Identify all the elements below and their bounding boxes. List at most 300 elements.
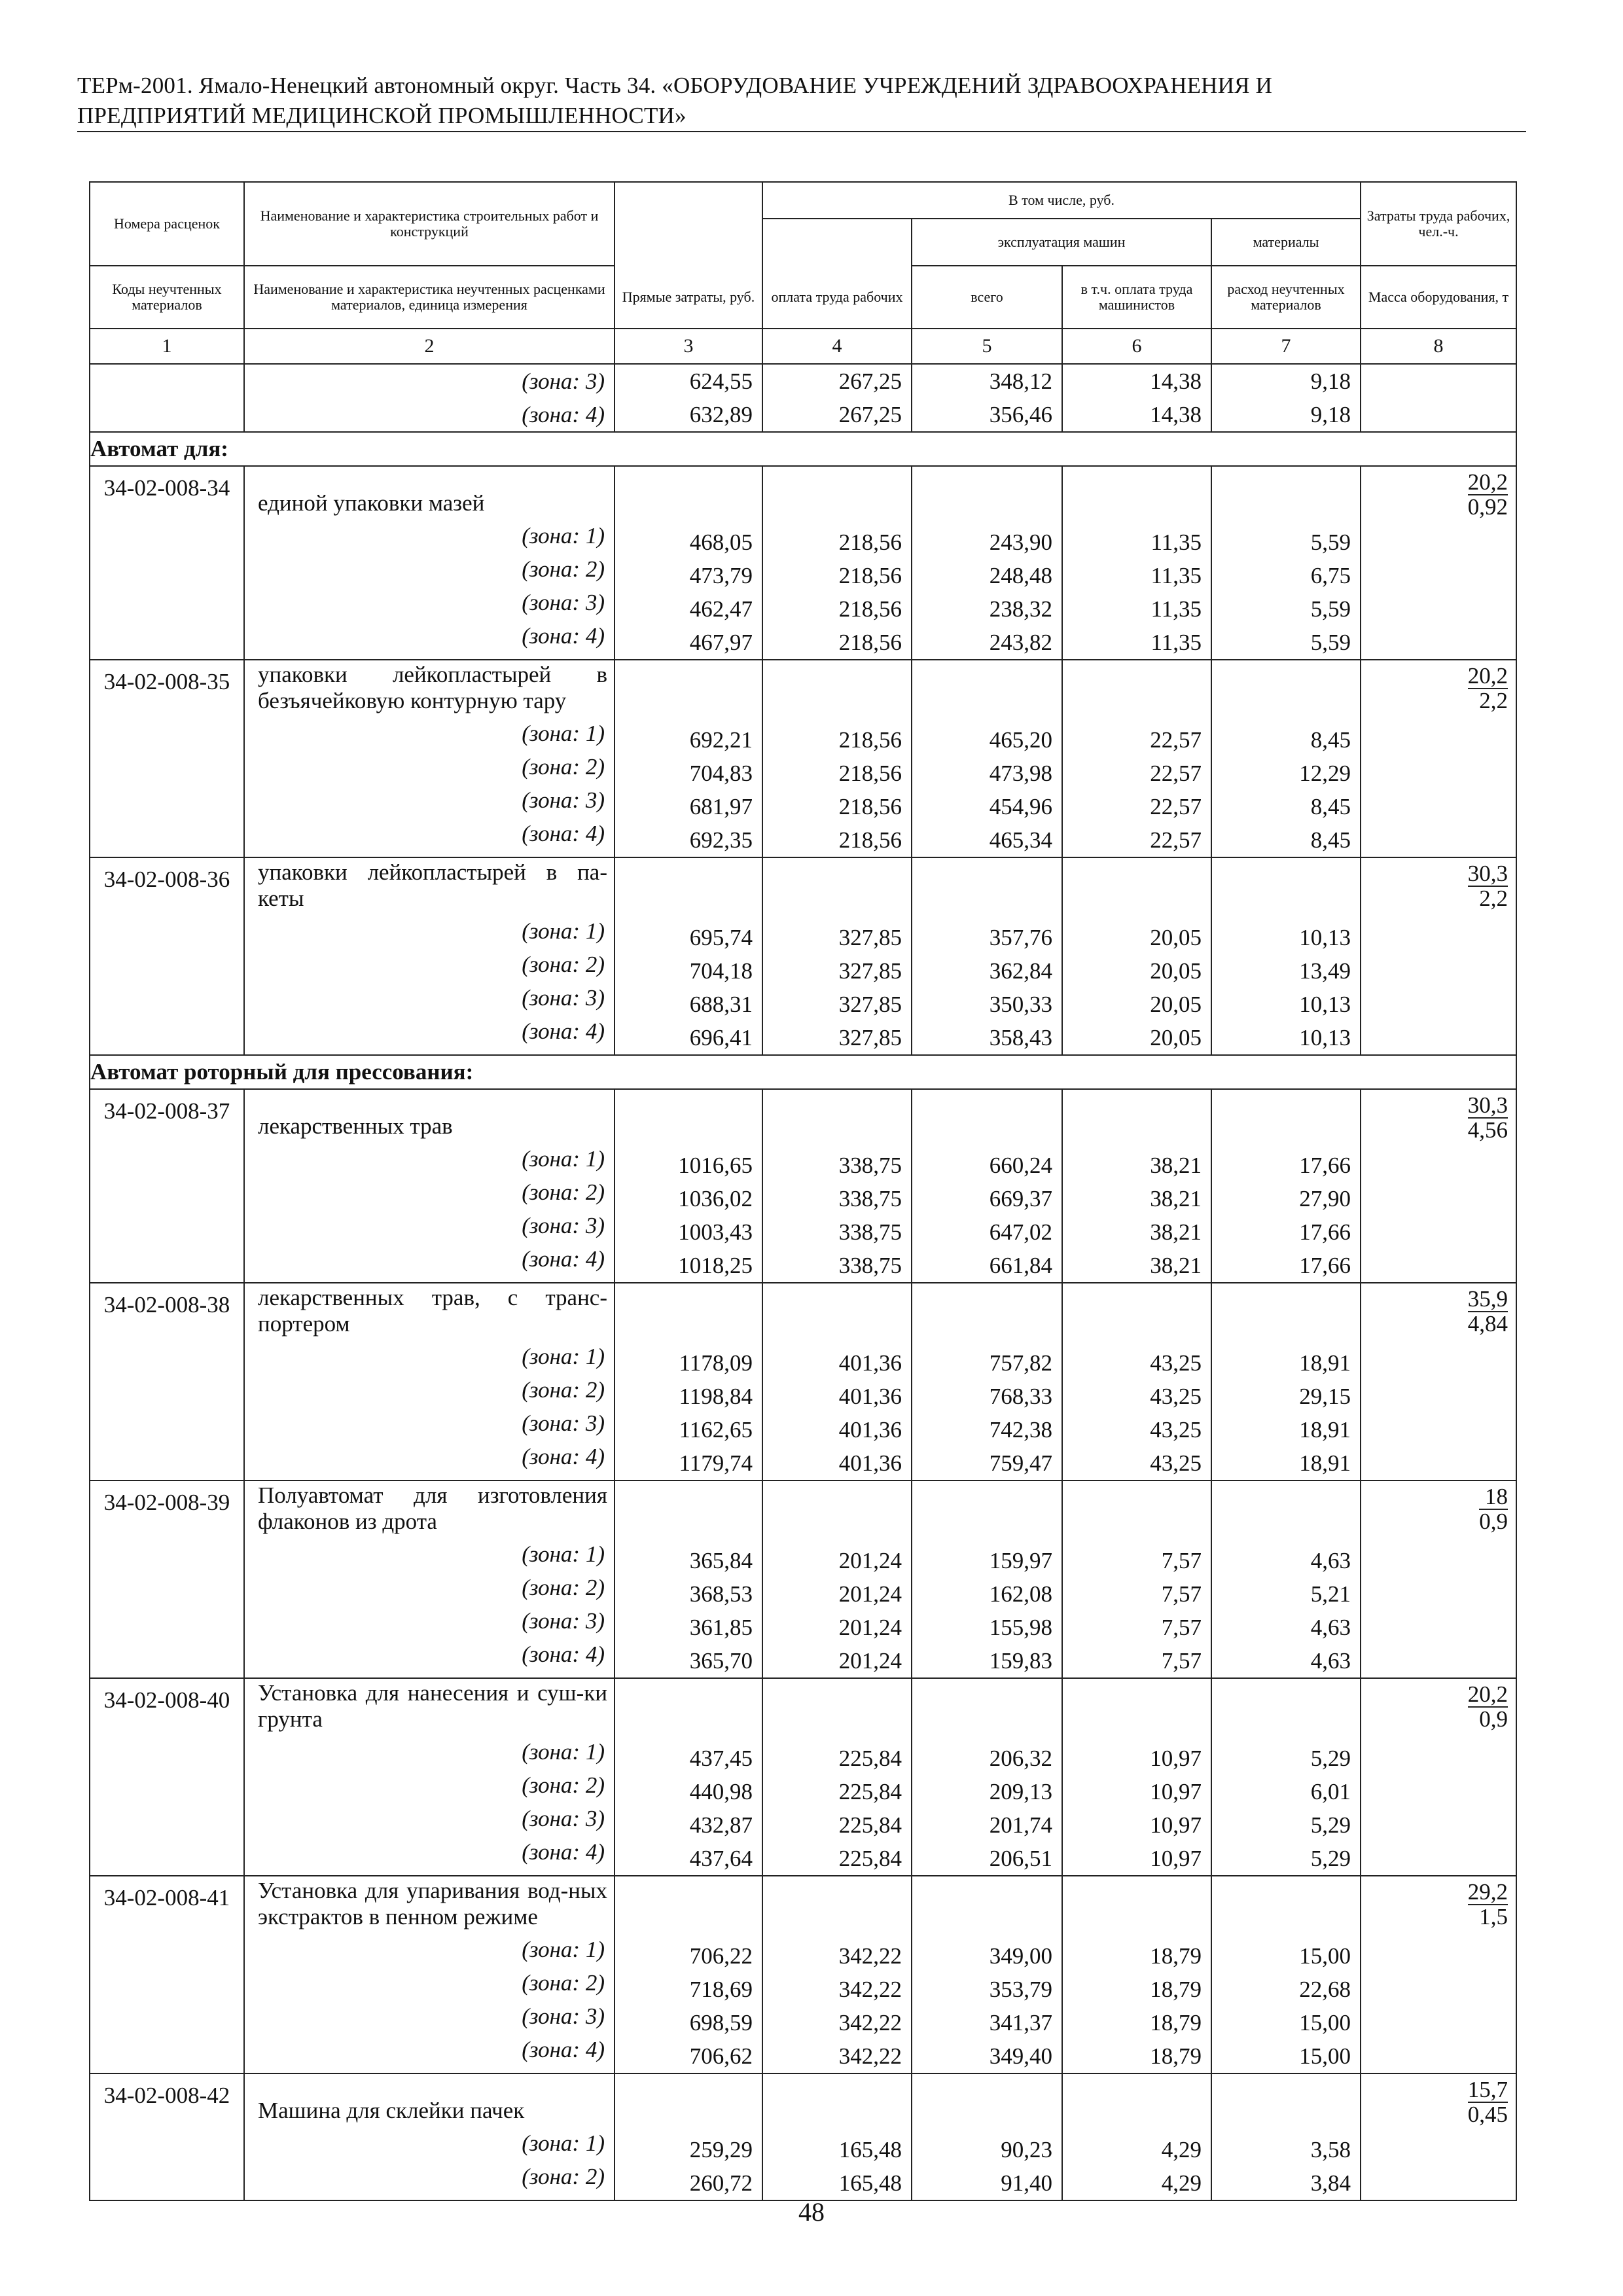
value: 91,40 xyxy=(1001,2170,1052,2196)
rate-code xyxy=(90,1876,244,2073)
name-cell xyxy=(244,1876,615,2073)
value: 365,84 xyxy=(689,1548,753,1573)
value-cell-col4 xyxy=(762,1283,912,1480)
value-lines xyxy=(1063,2074,1211,2200)
value: 27,90 xyxy=(1299,1186,1351,1211)
value: 401,36 xyxy=(838,1450,902,1476)
value: 1036,02 xyxy=(678,1186,753,1211)
rate-code-text: 34-02-008-40 xyxy=(103,1687,230,1713)
value: 1178,09 xyxy=(679,1350,753,1376)
value-cell-col5 xyxy=(912,1089,1062,1283)
mass-value: 0,45 xyxy=(1467,2102,1508,2127)
mass-value: 2,2 xyxy=(1479,688,1508,713)
value: 206,51 xyxy=(989,1846,1052,1871)
column-number: 3 xyxy=(615,329,762,364)
value: 260,72 xyxy=(689,2170,753,2196)
col5-header: всего xyxy=(912,266,1062,329)
group-title: Автомат для: xyxy=(90,432,1516,466)
value: 1179,74 xyxy=(679,1450,753,1476)
value: 259,29 xyxy=(689,2137,753,2162)
col1-top-header: Номера расценок xyxy=(90,182,244,266)
value: 338,75 xyxy=(838,1219,902,1245)
value: 4,63 xyxy=(1310,1548,1351,1573)
value-cell-col7 xyxy=(1211,857,1361,1055)
value-lines xyxy=(763,1876,911,2073)
rate-code xyxy=(90,1480,244,1678)
rate-code xyxy=(90,660,244,857)
zone-label: (зона: 3) xyxy=(522,787,605,813)
col2-top-header: Наименование и характеристика строительных работ и конструкций xyxy=(244,182,615,266)
value-lines xyxy=(1063,858,1211,1054)
value: 18,79 xyxy=(1150,1943,1202,1969)
rate-code-text: 34-02-008-35 xyxy=(103,669,230,694)
labor-value: 35,9 xyxy=(1467,1286,1508,1312)
rate-name: лекарственных трав xyxy=(258,1113,453,1139)
value: 692,21 xyxy=(689,727,753,753)
column-number: 5 xyxy=(912,329,1062,364)
value: 15,00 xyxy=(1299,2010,1351,2036)
value-cell-col7 xyxy=(1211,2073,1361,2200)
value-cell-col6 xyxy=(1062,1480,1211,1678)
machines-header: эксплуатация машин xyxy=(912,219,1211,266)
value: 3,58 xyxy=(1310,2137,1351,2162)
value-lines xyxy=(763,858,911,1054)
value-cell-col3 xyxy=(615,1480,762,1678)
rate-row xyxy=(90,1089,1516,1283)
mass-value: 4,56 xyxy=(1467,1117,1508,1143)
value-cell-col5 xyxy=(912,2073,1062,2200)
value: 218,56 xyxy=(838,761,902,786)
col3-header: Прямые затраты, руб. xyxy=(615,266,762,329)
value-lines xyxy=(763,1283,911,1480)
zone-label: (зона: 1) xyxy=(522,918,605,944)
value: 327,85 xyxy=(838,992,902,1017)
value-lines xyxy=(912,1090,1061,1282)
zone-label: (зона: 3) xyxy=(522,1410,605,1436)
column-number: 8 xyxy=(1361,329,1516,364)
value: 201,24 xyxy=(838,1615,902,1640)
value: 338,75 xyxy=(838,1253,902,1278)
rate-code-text: 34-02-008-34 xyxy=(103,475,230,501)
value: 647,02 xyxy=(989,1219,1052,1245)
value: 38,21 xyxy=(1150,1253,1202,1278)
value-cell-col3 xyxy=(615,1876,762,2073)
value: 7,57 xyxy=(1161,1548,1202,1573)
value-cell-col6 xyxy=(1062,364,1211,432)
mass-value: 2,2 xyxy=(1479,886,1508,911)
value-lines xyxy=(763,1090,911,1282)
value: 357,76 xyxy=(989,925,1052,950)
value: 4,29 xyxy=(1161,2137,1202,2162)
value-lines xyxy=(1212,1283,1360,1480)
rate-code xyxy=(90,1089,244,1283)
zone-label: (зона: 4) xyxy=(522,2037,605,2062)
value: 18,91 xyxy=(1299,1450,1351,1476)
value-cell-col4 xyxy=(762,2073,912,2200)
value: 342,22 xyxy=(838,1977,902,2002)
rate-row xyxy=(90,857,1516,1055)
value: 238,32 xyxy=(989,596,1052,622)
value: 661,84 xyxy=(989,1253,1052,1278)
labor-mass-cell xyxy=(1361,1678,1516,1876)
group-title: Автомат роторный для прессования: xyxy=(90,1055,1516,1089)
value: 465,34 xyxy=(989,827,1052,853)
value: 432,87 xyxy=(689,1812,753,1838)
zone-label: (зона: 4) xyxy=(522,821,605,846)
value-lines xyxy=(1063,660,1211,857)
value: 688,31 xyxy=(689,992,753,1017)
value: 20,05 xyxy=(1150,992,1202,1017)
rate-name: Машина для склейки пачек xyxy=(258,2098,525,2123)
value: 6,75 xyxy=(1310,563,1351,588)
value-lines xyxy=(1063,1090,1211,1282)
value-lines xyxy=(615,1679,762,1875)
value: 401,36 xyxy=(838,1384,902,1409)
rate-code-text: 34-02-008-37 xyxy=(103,1098,230,1124)
value-lines xyxy=(763,1481,911,1677)
labor-value: 20,2 xyxy=(1467,469,1508,495)
value-cell-col7 xyxy=(1211,364,1361,432)
value: 7,57 xyxy=(1161,1581,1202,1607)
value: 201,24 xyxy=(838,1648,902,1674)
value: 14,38 xyxy=(1150,368,1202,394)
value-lines xyxy=(912,1283,1061,1480)
value: 22,57 xyxy=(1150,827,1202,853)
zone-label: (зона: 2) xyxy=(522,2164,605,2189)
value: 1003,43 xyxy=(678,1219,753,1245)
value-lines xyxy=(615,1090,762,1282)
column-number: 4 xyxy=(762,329,912,364)
value-lines xyxy=(615,365,762,431)
value: 660,24 xyxy=(989,1153,1052,1178)
group-row xyxy=(90,432,1516,466)
value: 681,97 xyxy=(689,794,753,819)
rate-name: лекарственных трав, с транс-портером xyxy=(258,1285,607,1336)
mass-value: 4,84 xyxy=(1467,1311,1508,1336)
labor-mass-fraction xyxy=(1468,1287,1508,1336)
labor-mass-fraction xyxy=(1468,1880,1508,1929)
mass-value: 1,5 xyxy=(1479,1904,1508,1929)
value: 350,33 xyxy=(989,992,1052,1017)
materials-header: материалы xyxy=(1211,219,1361,266)
value: 5,29 xyxy=(1310,1812,1351,1838)
value: 1016,65 xyxy=(678,1153,753,1178)
rate-code xyxy=(90,2073,244,2200)
value: 22,57 xyxy=(1150,794,1202,819)
zone-label: (зона: 1) xyxy=(522,2130,605,2156)
value-cell-col5 xyxy=(912,364,1062,432)
name-cell xyxy=(244,1480,615,1678)
value: 225,84 xyxy=(838,1812,902,1838)
value: 342,22 xyxy=(838,1943,902,1969)
rate-name: Полуавтомат для изготовления флаконов из дрота xyxy=(258,1482,607,1534)
value: 20,05 xyxy=(1150,1025,1202,1050)
value-cell-col5 xyxy=(912,1283,1062,1480)
labor-mass-cell xyxy=(1361,660,1516,857)
value: 10,13 xyxy=(1299,1025,1351,1050)
value-lines xyxy=(615,660,762,857)
value: 473,79 xyxy=(689,563,753,588)
value: 10,97 xyxy=(1150,1846,1202,1871)
zone-label: (зона: 1) xyxy=(522,1146,605,1172)
value: 13,49 xyxy=(1299,958,1351,984)
name-cell xyxy=(244,364,615,432)
value: 5,29 xyxy=(1310,1846,1351,1871)
value: 155,98 xyxy=(989,1615,1052,1640)
table-body xyxy=(90,364,1516,2200)
value-cell-col6 xyxy=(1062,1876,1211,2073)
value: 632,89 xyxy=(689,402,753,427)
value-lines xyxy=(912,467,1061,659)
value-cell-col4 xyxy=(762,1876,912,2073)
value: 9,18 xyxy=(1310,402,1351,427)
value: 22,57 xyxy=(1150,727,1202,753)
value: 218,56 xyxy=(838,630,902,655)
value-cell-col7 xyxy=(1211,660,1361,857)
value-lines xyxy=(912,365,1061,431)
value-lines xyxy=(1212,2074,1360,2200)
value: 218,56 xyxy=(838,727,902,753)
zone-label: (зона: 4) xyxy=(522,1018,605,1044)
col8-top-header: Затраты труда рабочих, чел.-ч. xyxy=(1361,182,1516,266)
value: 5,59 xyxy=(1310,529,1351,555)
column-number: 1 xyxy=(90,329,244,364)
value: 9,18 xyxy=(1310,368,1351,394)
value: 7,57 xyxy=(1161,1615,1202,1640)
value: 206,32 xyxy=(989,1746,1052,1771)
name-cell xyxy=(244,1678,615,1876)
zone-label: (зона: 3) xyxy=(522,985,605,1011)
value: 218,56 xyxy=(838,794,902,819)
value: 225,84 xyxy=(838,1846,902,1871)
value: 15,00 xyxy=(1299,2043,1351,2069)
value-lines xyxy=(912,2074,1061,2200)
value: 696,41 xyxy=(689,1025,753,1050)
value: 8,45 xyxy=(1310,727,1351,753)
rate-row xyxy=(90,1678,1516,1876)
value: 17,66 xyxy=(1299,1153,1351,1178)
name-cell xyxy=(244,2073,615,2200)
value: 692,35 xyxy=(689,827,753,853)
value-cell-col4 xyxy=(762,466,912,660)
value: 361,85 xyxy=(689,1615,753,1640)
zone-label: (зона: 3) xyxy=(522,368,605,394)
value-cell-col6 xyxy=(1062,1283,1211,1480)
value: 11,35 xyxy=(1150,630,1202,655)
value-cell-col3 xyxy=(615,660,762,857)
value: 218,56 xyxy=(838,529,902,555)
labor-value: 20,2 xyxy=(1467,663,1508,689)
value: 22,57 xyxy=(1150,761,1202,786)
zone-label: (зона: 2) xyxy=(522,1575,605,1600)
rate-name: Установка для упаривания вод-ных экстрактов в пенном режиме xyxy=(258,1878,607,1929)
rate-code-text: 34-02-008-41 xyxy=(103,1885,230,1910)
value: 704,83 xyxy=(689,761,753,786)
zone-label: (зона: 2) xyxy=(522,1179,605,1205)
labor-value: 30,3 xyxy=(1467,1092,1508,1118)
value-lines xyxy=(763,467,911,659)
value: 462,47 xyxy=(689,596,753,622)
value: 4,63 xyxy=(1310,1648,1351,1674)
value-lines xyxy=(1063,1481,1211,1677)
value: 365,70 xyxy=(689,1648,753,1674)
value: 349,00 xyxy=(989,1943,1052,1969)
value: 225,84 xyxy=(838,1746,902,1771)
value-cell-col5 xyxy=(912,857,1062,1055)
zone-label: (зона: 4) xyxy=(522,1444,605,1469)
rate-name: единой упаковки мазей xyxy=(258,490,485,516)
rate-name: упаковки лейкопластырей в па-кеты xyxy=(258,859,607,911)
value: 353,79 xyxy=(989,1977,1052,2002)
zone-label: (зона: 3) xyxy=(522,1608,605,1634)
labor-cell xyxy=(1361,364,1516,432)
header-rule xyxy=(77,131,1526,132)
included-group-header: В том числе, руб. xyxy=(762,182,1361,219)
value-lines xyxy=(1212,467,1360,659)
carry-over-row xyxy=(90,364,1516,432)
zone-label: (зона: 1) xyxy=(522,1937,605,1962)
value-cell-col3 xyxy=(615,466,762,660)
value-lines xyxy=(615,1283,762,1480)
value-lines xyxy=(763,365,911,431)
value: 473,98 xyxy=(989,761,1052,786)
value: 10,13 xyxy=(1299,992,1351,1017)
value: 218,56 xyxy=(838,827,902,853)
value: 43,25 xyxy=(1150,1417,1202,1443)
value-cell-col7 xyxy=(1211,1283,1361,1480)
value: 401,36 xyxy=(838,1417,902,1443)
labor-value: 30,3 xyxy=(1467,861,1508,886)
value-cell-col6 xyxy=(1062,1678,1211,1876)
rate-code xyxy=(90,1283,244,1480)
value: 706,62 xyxy=(689,2043,753,2069)
labor-mass-fraction xyxy=(1468,2078,1508,2126)
labor-mass-cell xyxy=(1361,1089,1516,1283)
rate-row xyxy=(90,1480,1516,1678)
value: 5,21 xyxy=(1310,1581,1351,1607)
value: 218,56 xyxy=(838,563,902,588)
col1-bottom-header: Коды неучтенных материалов xyxy=(90,266,244,329)
value: 18,79 xyxy=(1150,2010,1202,2036)
value-lines xyxy=(763,2074,911,2200)
value: 18,79 xyxy=(1150,1977,1202,2002)
header-line-2: ПРЕДПРИЯТИЙ МЕДИЦИНСКОЙ ПРОМЫШЛЕННОСТИ» xyxy=(77,103,687,128)
value: 10,97 xyxy=(1150,1779,1202,1804)
zone-label: (зона: 2) xyxy=(522,556,605,582)
value: 341,37 xyxy=(989,2010,1052,2036)
labor-value: 18 xyxy=(1479,1485,1508,1510)
rate-code xyxy=(90,1678,244,1876)
value-cell-col6 xyxy=(1062,1089,1211,1283)
value: 38,21 xyxy=(1150,1186,1202,1211)
value: 5,29 xyxy=(1310,1746,1351,1771)
value: 698,59 xyxy=(689,2010,753,2036)
value-lines xyxy=(615,1876,762,2073)
value-cell-col3 xyxy=(615,1678,762,1876)
value: 1198,84 xyxy=(679,1384,753,1409)
value-lines xyxy=(615,467,762,659)
value: 5,59 xyxy=(1310,596,1351,622)
value-lines xyxy=(1063,1876,1211,2073)
column-number: 7 xyxy=(1211,329,1361,364)
value-cell-col6 xyxy=(1062,857,1211,1055)
value: 12,29 xyxy=(1299,761,1351,786)
zone-label: (зона: 4) xyxy=(522,1839,605,1865)
value-cell-col6 xyxy=(1062,2073,1211,2200)
name-cell xyxy=(244,857,615,1055)
value-lines xyxy=(1063,467,1211,659)
rate-code xyxy=(90,857,244,1055)
value-lines xyxy=(763,660,911,857)
value-lines xyxy=(615,858,762,1054)
value: 759,47 xyxy=(989,1450,1052,1476)
value: 348,12 xyxy=(989,368,1052,394)
value-lines xyxy=(912,1679,1061,1875)
labor-mass-fraction xyxy=(1468,1094,1508,1142)
labor-mass-fraction xyxy=(1468,471,1508,519)
value-lines xyxy=(1212,660,1360,857)
value: 10,97 xyxy=(1150,1812,1202,1838)
value: 437,64 xyxy=(689,1846,753,1871)
value: 356,46 xyxy=(989,402,1052,427)
value: 159,83 xyxy=(989,1648,1052,1674)
value-lines xyxy=(912,660,1061,857)
value: 18,91 xyxy=(1299,1417,1351,1443)
value: 17,66 xyxy=(1299,1253,1351,1278)
value: 669,37 xyxy=(989,1186,1052,1211)
value: 342,22 xyxy=(838,2010,902,2036)
value-cell-col7 xyxy=(1211,466,1361,660)
page-header xyxy=(77,71,1526,131)
value: 401,36 xyxy=(838,1350,902,1376)
value: 10,97 xyxy=(1150,1746,1202,1771)
value: 706,22 xyxy=(689,1943,753,1969)
labor-mass-cell xyxy=(1361,2073,1516,2200)
value-cell-col5 xyxy=(912,466,1062,660)
col2-bottom-header: Наименование и характеристика неучтенных расценками материалов, единица измерения xyxy=(244,266,615,329)
zone-label: (зона: 2) xyxy=(522,952,605,977)
value: 454,96 xyxy=(989,794,1052,819)
value-lines xyxy=(912,1876,1061,2073)
name-cell xyxy=(244,660,615,857)
value-lines xyxy=(1212,1876,1360,2073)
value: 18,79 xyxy=(1150,2043,1202,2069)
zone-label: (зона: 2) xyxy=(522,1970,605,1996)
col4-header: оплата труда рабочих xyxy=(762,266,912,329)
value-lines xyxy=(1212,1481,1360,1677)
value: 15,00 xyxy=(1299,1943,1351,1969)
value-lines xyxy=(763,1679,911,1875)
col8-bottom-header: Масса оборудования, т xyxy=(1361,266,1516,329)
value: 362,84 xyxy=(989,958,1052,984)
value: 5,59 xyxy=(1310,630,1351,655)
rate-code-text: 34-02-008-38 xyxy=(103,1292,230,1318)
value: 10,13 xyxy=(1299,925,1351,950)
value-cell-col5 xyxy=(912,1876,1062,2073)
column-number-row xyxy=(90,329,1516,364)
rate-code-text: 34-02-008-36 xyxy=(103,867,230,892)
value: 20,05 xyxy=(1150,925,1202,950)
value: 368,53 xyxy=(689,1581,753,1607)
rate-row xyxy=(90,466,1516,660)
value: 267,25 xyxy=(838,402,902,427)
zone-label: (зона: 4) xyxy=(522,1246,605,1272)
value: 468,05 xyxy=(689,529,753,555)
value-cell-col4 xyxy=(762,1480,912,1678)
value: 209,13 xyxy=(989,1779,1052,1804)
value: 7,57 xyxy=(1161,1648,1202,1674)
zone-label: (зона: 4) xyxy=(522,402,605,427)
